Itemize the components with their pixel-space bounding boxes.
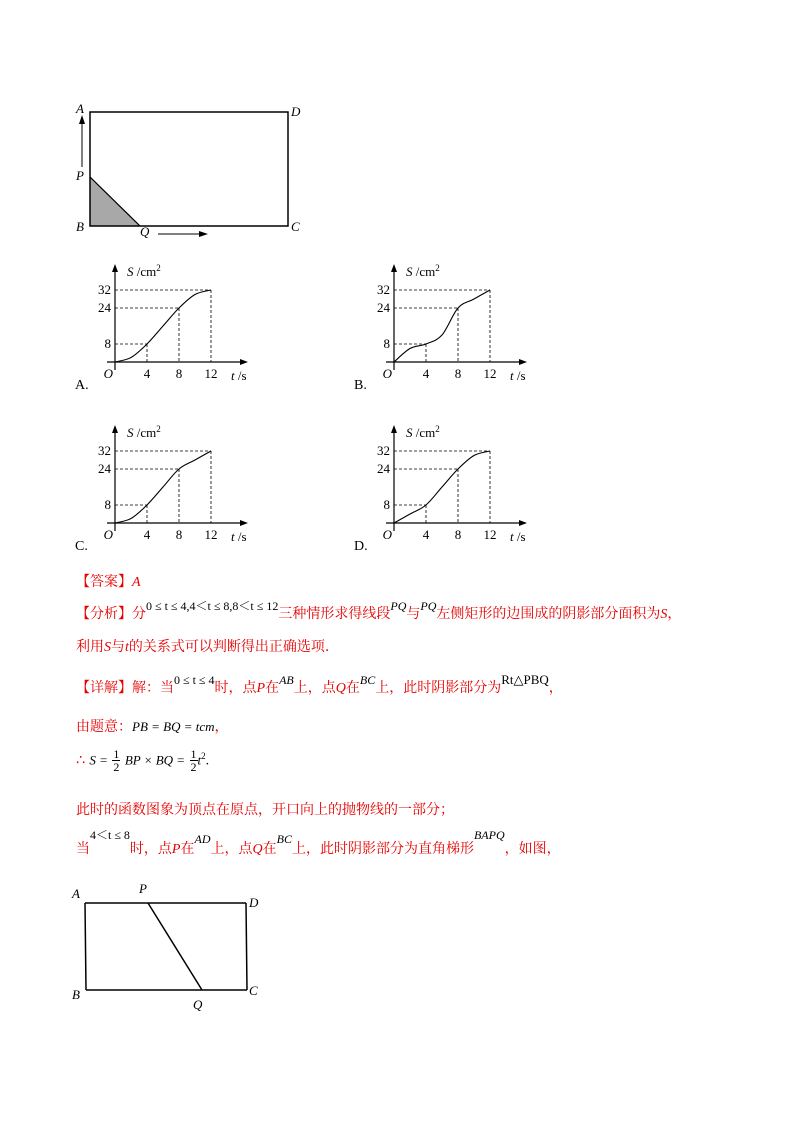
y-tick-24: 24 <box>98 300 111 315</box>
x-tick-4: 4 <box>143 366 151 381</box>
figure-trapezoid-case <box>65 880 280 1020</box>
answer-value: A <box>132 575 141 590</box>
analysis2-text-2: 与 <box>111 639 125 655</box>
arrow-up-head <box>79 115 85 124</box>
given-label: 由题意： <box>76 719 132 735</box>
x-tick-4: 4 <box>422 527 430 542</box>
analysis-text-4: 左侧矩形的边围成的阴影部分面积为 <box>436 606 661 622</box>
analysis-pq-1: PQ <box>390 599 407 613</box>
y-tick-8: 8 <box>383 497 390 512</box>
x-tick-12: 12 <box>204 527 218 542</box>
x-axis-arrow <box>519 359 527 365</box>
when-text-4: 上，点 <box>210 841 253 857</box>
x-axis-label: t /s <box>231 529 247 544</box>
origin-label: O <box>103 366 113 381</box>
analysis2-t: t <box>125 640 129 655</box>
s-equals: S = <box>89 752 108 768</box>
y-tick-8: 8 <box>104 497 111 512</box>
detail-text-2: 时，点 <box>214 680 257 696</box>
y-axis-label: S $/cm^2$ <box>406 424 440 440</box>
option-label-a: A. <box>75 378 89 393</box>
x-axis-arrow <box>519 520 527 526</box>
option-label-d: D. <box>354 539 368 554</box>
x-axis-label: t /s <box>510 368 526 383</box>
graph-option-b <box>374 262 544 382</box>
label-d: D <box>291 104 301 119</box>
y-axis-label: S $/cm^2$ <box>127 263 161 279</box>
x-axis-label: t /s <box>510 529 526 544</box>
detail-triangle: Rt△PBQ <box>501 672 549 687</box>
when-text-6: 上，此时阴影部分为直角梯形 <box>291 841 474 857</box>
analysis-text-1: 分 <box>132 606 146 622</box>
analysis-line-2 <box>76 636 329 656</box>
fraction-half-1: $\frac{1}{2}$ <box>113 747 120 774</box>
option-label-c: C. <box>75 539 88 554</box>
y-tick-8: 8 <box>104 336 111 351</box>
series-line <box>394 451 490 523</box>
detail-line-1 <box>76 672 563 697</box>
when-text-2: 时，点 <box>129 841 172 857</box>
y-tick-32: 32 <box>98 443 111 458</box>
s-product: BP × BQ = <box>124 752 186 768</box>
when-text-3: 在 <box>180 841 195 857</box>
y-tick-32: 32 <box>377 443 390 458</box>
origin-label: O <box>382 366 392 381</box>
y-tick-8: 8 <box>383 336 390 351</box>
detail-condition-1: 0 ≤ t ≤ 4 <box>174 673 215 687</box>
y-tick-24: 24 <box>98 461 111 476</box>
detail-ab: AB <box>279 673 294 687</box>
detail-condition-2: 4＜t ≤ 8 <box>90 828 130 842</box>
origin-label: O <box>382 527 392 542</box>
given-equation: PB = BQ = tcm <box>132 719 215 734</box>
when-text-1: 当 <box>76 841 90 857</box>
therefore-symbol: ∴ <box>76 752 85 769</box>
side-dc <box>246 903 247 990</box>
detail-p: P <box>256 681 266 696</box>
when-bc: BC <box>276 832 292 846</box>
fig2-label-p: P <box>139 881 147 896</box>
detail-text-5: 在 <box>345 680 360 696</box>
answer-line <box>76 571 141 591</box>
when-text-5: 在 <box>262 841 277 857</box>
series-line <box>394 290 490 362</box>
when-trapezoid: BAPQ <box>473 828 505 842</box>
y-tick-24: 24 <box>377 461 390 476</box>
side-ab <box>85 903 86 990</box>
detail-line-5 <box>76 828 561 858</box>
y-tick-24: 24 <box>377 300 390 315</box>
when-text-7: ，如图， <box>504 841 561 857</box>
fig2-label-d: D <box>249 895 259 910</box>
label-a: A <box>76 101 84 116</box>
detail-text-1: 解：当 <box>132 680 174 696</box>
s-end: . <box>205 753 210 769</box>
y-axis-label: S $/cm^2$ <box>406 263 440 279</box>
x-tick-8: 8 <box>454 527 462 542</box>
answer-label: 【答案】 <box>76 574 132 590</box>
parabola-text: 此时的函数图象为顶点在原点，开口向上的抛物线的一部分； <box>76 802 454 818</box>
s-t: t <box>197 752 202 768</box>
option-label-b: B. <box>354 378 367 393</box>
detail-line-2 <box>76 716 229 736</box>
analysis2-text-3: 的关系式可以判断得出正确选项. <box>128 639 330 655</box>
y-axis-arrow <box>112 264 118 272</box>
y-tick-32: 32 <box>377 282 390 297</box>
detail-text-3: 在 <box>265 680 280 696</box>
x-axis-arrow <box>240 359 248 365</box>
analysis2-s: S <box>104 640 111 655</box>
when-q: Q <box>252 842 263 857</box>
detail-label: 【详解】 <box>76 680 132 696</box>
x-tick-4: 4 <box>422 366 430 381</box>
when-p: P <box>171 842 181 857</box>
detail-text-4: 上，点 <box>293 680 336 696</box>
label-c: C <box>291 219 300 234</box>
analysis-text-3: 与 <box>406 606 421 622</box>
y-axis-label: S $/cm^2$ <box>127 424 161 440</box>
y-axis-arrow <box>112 425 118 433</box>
fraction-half-2: $\frac{1}{2}$ <box>190 747 197 774</box>
given-end: ， <box>214 719 229 735</box>
x-tick-12: 12 <box>483 366 497 381</box>
detail-text-6: 上，此时阴影部分为 <box>375 680 502 696</box>
label-b: B <box>76 219 84 234</box>
fig2-label-b: B <box>72 987 80 1002</box>
figure-rectangle-abcd <box>60 95 320 245</box>
analysis-text-2: 三种情形求得线段 <box>278 606 391 622</box>
x-tick-8: 8 <box>175 366 183 381</box>
series-line <box>115 451 211 523</box>
series-line <box>115 290 211 362</box>
origin-label: O <box>103 527 113 542</box>
label-p: P <box>76 168 84 183</box>
analysis-text-5: ， <box>667 606 682 622</box>
analysis-line-1 <box>76 599 682 623</box>
detail-q: Q <box>335 681 346 696</box>
label-q: Q <box>140 224 150 239</box>
x-tick-8: 8 <box>454 366 462 381</box>
x-tick-8: 8 <box>175 527 183 542</box>
x-axis-arrow <box>240 520 248 526</box>
fig2-label-c: C <box>249 983 258 998</box>
detail-line-4 <box>76 799 454 819</box>
x-tick-4: 4 <box>143 527 151 542</box>
detail-line-3 <box>76 748 209 773</box>
analysis-condition: 0 ≤ t ≤ 4,4＜t ≤ 8,8＜t ≤ 12 <box>146 599 279 613</box>
detail-text-7: ， <box>548 680 563 696</box>
y-axis-arrow <box>391 425 397 433</box>
analysis-pq-2: PQ <box>420 599 437 613</box>
s-t-exponent: 2 <box>201 750 206 761</box>
segment-pq-2 <box>148 903 202 990</box>
x-tick-12: 12 <box>204 366 218 381</box>
graph-option-a <box>95 262 265 382</box>
graph-option-d <box>374 423 544 543</box>
fig2-label-q: Q <box>193 997 203 1012</box>
when-ad: AD <box>194 832 211 846</box>
graph-option-c <box>95 423 265 543</box>
analysis2-text-1: 利用 <box>76 639 104 655</box>
x-tick-12: 12 <box>483 527 497 542</box>
y-axis-arrow <box>391 264 397 272</box>
arrow-right-head <box>199 231 208 237</box>
fig2-label-a: A <box>72 886 80 901</box>
y-tick-32: 32 <box>98 282 111 297</box>
x-axis-label: t /s <box>231 368 247 383</box>
detail-bc: BC <box>359 673 376 687</box>
analysis-s: S <box>660 607 668 622</box>
analysis-label: 【分析】 <box>76 606 132 622</box>
